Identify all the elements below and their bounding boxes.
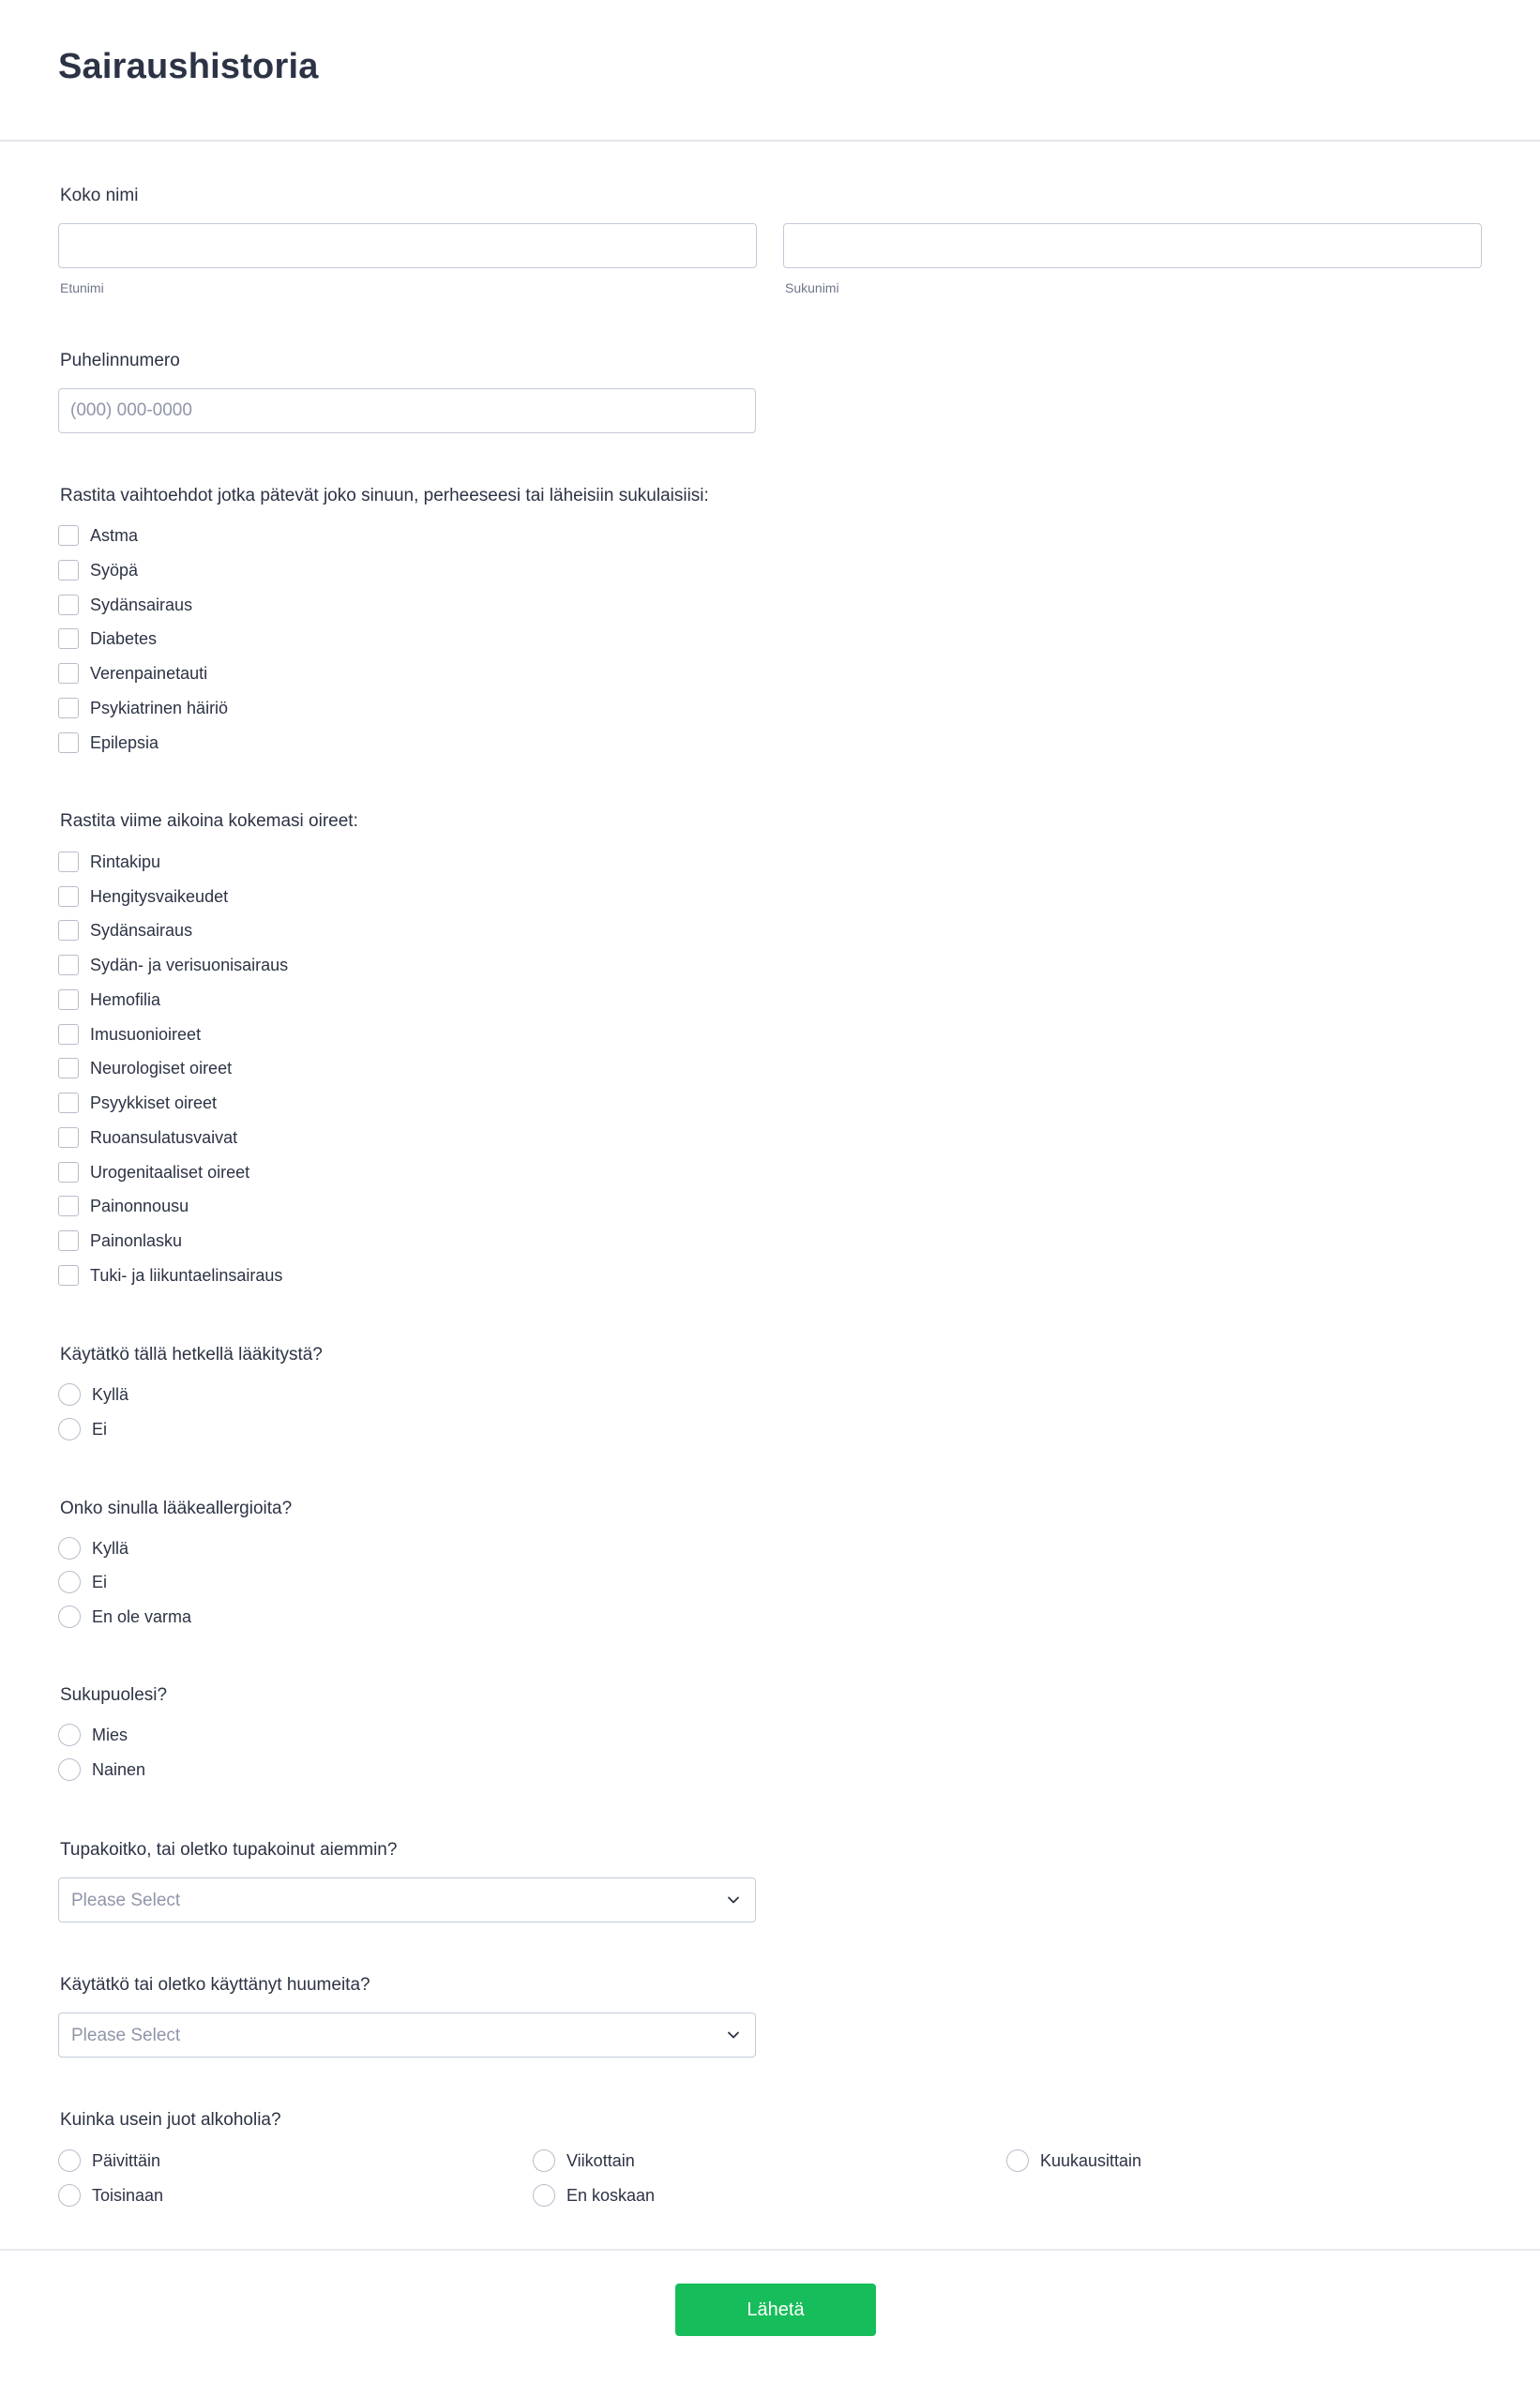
radio-button[interactable]: [533, 2149, 555, 2172]
medication-option[interactable]: Ei: [58, 1415, 107, 1443]
symptom-option[interactable]: Hemofilia: [58, 986, 160, 1014]
chevron-down-icon: [725, 2027, 742, 2043]
alcohol-option[interactable]: Toisinaan: [58, 2181, 163, 2209]
checkbox[interactable]: [58, 886, 79, 907]
first-name-input[interactable]: [58, 223, 757, 268]
gender-option[interactable]: Nainen: [58, 1756, 145, 1784]
form-title: Sairaushistoria: [58, 47, 319, 86]
checkbox[interactable]: [58, 560, 79, 580]
checkbox[interactable]: [58, 1196, 79, 1216]
alcohol-label: Kuinka usein juot alkoholia?: [60, 2110, 281, 2130]
radio-button[interactable]: [58, 1606, 81, 1628]
medication-label: Käytätkö tällä hetkellä lääkitystä?: [60, 1345, 323, 1364]
symptom-option[interactable]: Painonnousu: [58, 1192, 189, 1220]
chevron-down-icon: [725, 1892, 742, 1908]
gender-option[interactable]: Mies: [58, 1721, 128, 1749]
checkbox[interactable]: [58, 1162, 79, 1183]
medication-option[interactable]: Kyllä: [58, 1380, 128, 1409]
symptom-option[interactable]: Painonlasku: [58, 1227, 182, 1255]
family-condition-option[interactable]: Verenpainetauti: [58, 659, 207, 687]
full-name-label: Koko nimi: [60, 186, 139, 205]
radio-button[interactable]: [58, 1418, 81, 1440]
symptom-option[interactable]: Ruoansulatusvaivat: [58, 1123, 237, 1152]
form-header: [0, 0, 1540, 142]
alcohol-option[interactable]: Kuukausittain: [1006, 2147, 1141, 2175]
symptom-option[interactable]: Imusuonioireet: [58, 1020, 201, 1048]
smoking-label: Tupakoitko, tai oletko tupakoinut aiemmin?: [60, 1840, 398, 1860]
checkbox[interactable]: [58, 1058, 79, 1078]
symptom-option[interactable]: Hengitysvaikeudet: [58, 882, 228, 911]
checkbox[interactable]: [58, 1265, 79, 1286]
symptom-option[interactable]: Psyykkiset oireet: [58, 1089, 217, 1117]
checkbox[interactable]: [58, 1093, 79, 1113]
checkbox[interactable]: [58, 955, 79, 975]
radio-button[interactable]: [58, 2149, 81, 2172]
allergies-option[interactable]: En ole varma: [58, 1603, 191, 1631]
drugs-label: Käytätkö tai oletko käyttänyt huumeita?: [60, 1975, 370, 1995]
symptom-option[interactable]: Sydän- ja verisuonisairaus: [58, 951, 288, 979]
symptoms-label: Rastita viime aikoina kokemasi oireet:: [60, 811, 358, 831]
radio-button[interactable]: [58, 1758, 81, 1781]
first-name-sublabel: Etunimi: [60, 280, 104, 295]
symptom-option[interactable]: Rintakipu: [58, 848, 160, 876]
family-condition-option[interactable]: Diabetes: [58, 625, 157, 653]
symptom-option[interactable]: Neurologiset oireet: [58, 1054, 232, 1082]
radio-button[interactable]: [58, 2184, 81, 2207]
radio-button[interactable]: [533, 2184, 555, 2207]
radio-button[interactable]: [58, 1571, 81, 1593]
smoking-select[interactable]: [58, 1877, 756, 1922]
allergies-option[interactable]: Kyllä: [58, 1534, 128, 1562]
symptom-option[interactable]: Urogenitaaliset oireet: [58, 1158, 249, 1186]
drugs-select[interactable]: [58, 2013, 756, 2058]
radio-button[interactable]: [58, 1724, 81, 1746]
phone-input[interactable]: [58, 388, 756, 433]
family-condition-option[interactable]: Syöpä: [58, 556, 138, 584]
alcohol-option[interactable]: En koskaan: [533, 2181, 655, 2209]
symptom-option[interactable]: Tuki- ja liikuntaelinsairaus: [58, 1261, 282, 1289]
checkbox[interactable]: [58, 1127, 79, 1148]
radio-button[interactable]: [1006, 2149, 1029, 2172]
checkbox[interactable]: [58, 698, 79, 718]
gender-label: Sukupuolesi?: [60, 1685, 168, 1705]
family-conditions-label: Rastita vaihtoehdot jotka pätevät joko sinuun, perheeseesi tai läheisiin sukulaisiisi:: [60, 486, 709, 505]
checkbox[interactable]: [58, 920, 79, 941]
family-condition-option[interactable]: Psykiatrinen häiriö: [58, 694, 228, 722]
radio-button[interactable]: [58, 1383, 81, 1406]
checkbox[interactable]: [58, 595, 79, 615]
checkbox[interactable]: [58, 732, 79, 753]
checkbox[interactable]: [58, 1024, 79, 1045]
checkbox[interactable]: [58, 989, 79, 1010]
alcohol-option[interactable]: Päivittäin: [58, 2147, 160, 2175]
family-condition-option[interactable]: Epilepsia: [58, 729, 159, 757]
alcohol-option[interactable]: Viikottain: [533, 2147, 635, 2175]
smoking-select-placeholder: Please Select: [71, 1891, 181, 1910]
phone-label: Puhelinnumero: [60, 351, 180, 370]
allergies-option[interactable]: Ei: [58, 1568, 107, 1596]
checkbox[interactable]: [58, 663, 79, 684]
symptom-option[interactable]: Sydänsairaus: [58, 916, 192, 944]
checkbox[interactable]: [58, 525, 79, 546]
drugs-select-placeholder: Please Select: [71, 2026, 181, 2045]
family-condition-option[interactable]: Sydänsairaus: [58, 591, 192, 619]
checkbox[interactable]: [58, 852, 79, 872]
allergies-label: Onko sinulla lääkeallergioita?: [60, 1499, 293, 1518]
family-condition-option[interactable]: Astma: [58, 521, 138, 550]
checkbox[interactable]: [58, 628, 79, 649]
last-name-sublabel: Sukunimi: [785, 280, 839, 295]
submit-button[interactable]: Lähetä: [675, 2284, 876, 2336]
checkbox[interactable]: [58, 1230, 79, 1251]
last-name-input[interactable]: [783, 223, 1482, 268]
radio-button[interactable]: [58, 1537, 81, 1560]
